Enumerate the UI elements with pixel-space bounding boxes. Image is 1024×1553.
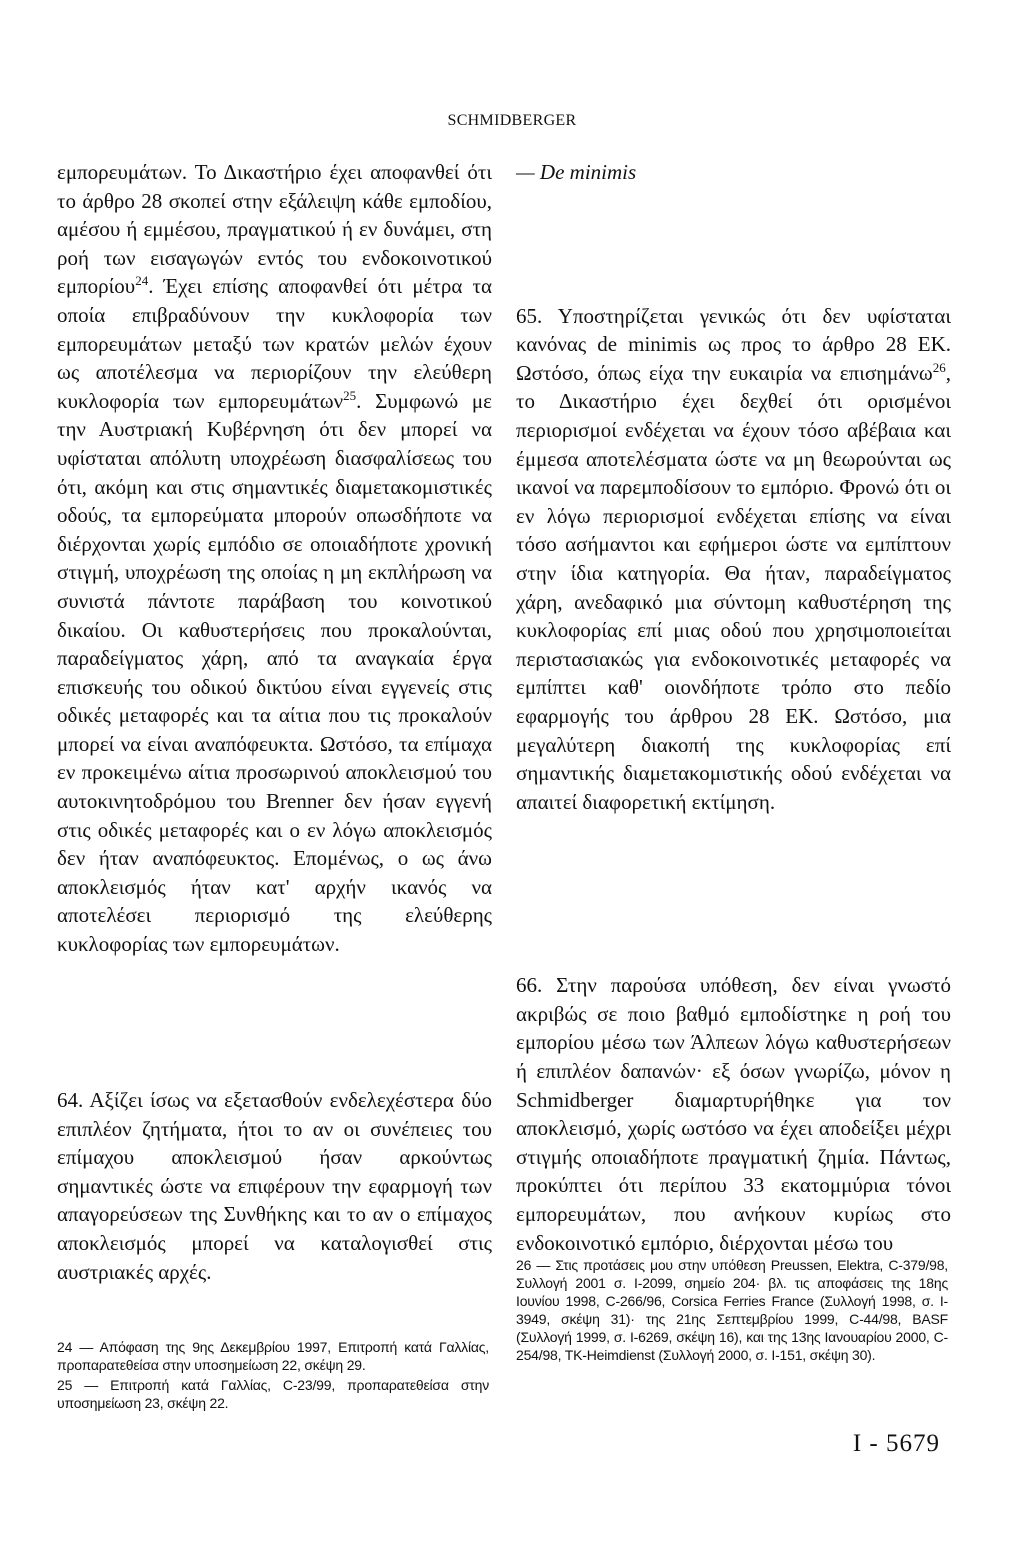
paragraph-64: 64. Αξίζει ίσως να εξετασθούν ενδελεχέστερα δύο επιπλέον ζητήματα, ήτοι το αν οι συνέπειες του επίμαχου αποκλεισμού ήσαν αρκούντως σημαντικές ώστε να επιφέρουν την εφαρμογή των απαγορεύσεων της Συνθήκης και το αν ο επίμαχος αποκλεισμός μπορεί να καταλογισθεί στις αυστριακές αρχές. — [57, 1088, 492, 1284]
paragraph-text: 65. Υποστηρίζεται γενικώς ότι δεν υφίσταται κανόνας de minimis ως προς το άρθρο 28 ΕΚ. Ωστόσο, όπως είχα την ευκαιρία να επισημάνω — [516, 303, 951, 385]
right-column — [516, 158, 951, 1257]
paragraph-66: 66. Στην παρούσα υπόθεση, δεν είναι γνωστό ακριβώς σε ποιο βαθμό εμποδίστηκε η ροή του εμπορίου μέσω των Άλπεων λόγω καθυστερήσεων ή επιπλέον δαπανών· εξ όσων γνωρίζω, μόνον η Schmidberger διαμαρτυρήθηκε για τον αποκλεισμό, χωρίς ωστόσο να έχει αποδείξει μέχρι στιγμής οποιαδήποτε πραγματική ζημία. Πάντως, προκύπτει ότι περίπου 33 εκατομμύρια τόνοι εμπορευμάτων, που ανήκουν κυρίως στο ενδοκοινοτικό εμπόριο, διέρχονται μέσω του — [516, 973, 951, 1255]
footnote-24: 24 — Απόφαση της 9ης Δεκεμβρίου 1997, Επιτροπή κατά Γαλλίας, προπαρατεθείσα στην υποσημείωση 22, σκέψη 29. — [57, 1339, 489, 1373]
page-number: I - 5679 — [852, 1430, 940, 1457]
paragraph-text: , το Δικαστήριο έχει δεχθεί ότι ορισμένοι περιορισμοί ενδέχεται να έχουν τόσο αβέβαια και έμμεσα αποτελέσματα ώστε να μη θεωρούνται ως ικανοί να παρεμποδίσουν το εμπόριο. Φρονώ ότι οι εν λόγω περιορισμοί ενδέχεται επίσης να είναι τόσο ασήμαντοι και εφήμεροι ώστε να εμπίπτουν στην ίδια κατηγορία. Θα ήταν, παραδείγματος χάρη, ανεδαφικό μια σύντομη καθυστέρηση της κυκλοφορίας επί μιας οδού που χρησιμοποιείται περιστασιακώς για ενδοκοινοτικές μεταφορές να εμπίπτει καθ' οιονδήποτε τρόπο στο πεδίο εφαρμογής του άρθρου 28 ΕΚ. Ωστόσο, μια μεγαλύτερη διακοπή της κυκλοφορίας επί σημαντικής διαμετακομιστικής οδού ενδέχεται να απαιτεί διαφορετική εκτίμηση. — [516, 360, 951, 814]
section-heading-de-minimis: — De minimis — [516, 160, 637, 184]
footnote-ref-26: 26 — [932, 359, 946, 375]
paragraph-text: . Έχει επίσης αποφανθεί ότι μέτρα τα οποία επιβραδύνουν την κυκλοφορία των εμπορευμάτων μεταξύ των κρατών μελών έχουν ως αποτέλεσμα να περιορίζουν την ελεύθερη κυκλοφορία των εμπορευμάτων — [57, 274, 492, 413]
left-column — [57, 158, 492, 1286]
running-header: SCHMIDBERGER — [447, 112, 577, 129]
paragraph-continued — [57, 158, 492, 1018]
footnotes-right — [516, 1256, 948, 1366]
footnote-25: 25 — Επιτροπή κατά Γαλλίας, C-23/99, προπαρατεθείσα στην υποσημείωση 23, σκέψη 22. — [57, 1377, 489, 1411]
footnote-26: 26 — Στις προτάσεις μου στην υπόθεση Preussen, Elektra, C-379/98, Συλλογή 2001 σ. I-2099, σημείο 204· βλ. τις αποφάσεις της 18ης Ιουνίου 1998, C-266/96, Corsica Ferries France (Συλλογή 1998, σ. I-3949, σκέψη 31)· της 21ης Σεπτεμβρίου 1999, C-44/98, BASF (Συλλογή 1999, σ. I-6269, σκέψη 16), και της 13ης Ιανουαρίου 2000, C-254/98, TK-Heimdienst (Συλλογή 2000, σ. I-151, σκέψη 30). — [516, 1257, 948, 1363]
paragraph-text: εμπορευμάτων. Το Δικαστήριο έχει αποφανθεί ότι το άρθρο 28 σκοπεί στην εξάλειψη κάθε εμποδίου, αμέσου ή εμμέσου, πραγματικού ή εν δυνάμει, στη ροή των εισαγωγών εντός του ενδοκοινοτικού εμπορίου — [57, 160, 492, 299]
paragraph-65 — [516, 302, 951, 817]
paragraph-text: . Συμφωνώ με την Αυστριακή Κυβέρνηση ότι δεν μπορεί να υφίσταται απόλυτη υποχρέωση διασφαλίσεως του ότι, ακόμη και στις σημαντικές διαμετακομιστικές οδούς, τα εμπορεύματα μπορούν οπωσδήποτε να διέρχονται χωρίς εμπόδιο σε οποιαδήποτε χρονική στιγμή, υποχρέωση της οποίας η μη εκπλήρωση να συνιστά πάντοτε παράβαση του κοινοτικού δικαίου. Οι καθυστερήσεις που προκαλούνται, παραδείγματος χάρη, από τα αναγκαία έργα επισκευής του οδικού δικτύου είναι εγγενείς στις οδικές μεταφορές και τα αίτια που τις προκαλούν μπορεί να είναι αναπόφευκτα. Ωστόσο, τα επίμαχα εν προκειμένω αίτια προσωρινού αποκλεισμού του αυτοκινητοδρόμου του Brenner δεν ήσαν εγγενή στις οδικές μεταφορές και ο εν λόγω αποκλεισμός δεν ήταν αναπόφευκτος. Επομένως, ο ως άνω αποκλεισμός ήταν κατ' αρχήν ικανός να αποτελέσει περιορισμό της ελεύθερης κυκλοφορίας των εμπορευμάτων. — [57, 388, 492, 957]
footnote-ref-25: 25 — [343, 387, 357, 403]
footnotes-left — [57, 1338, 489, 1414]
footnote-ref-24: 24 — [135, 273, 149, 289]
